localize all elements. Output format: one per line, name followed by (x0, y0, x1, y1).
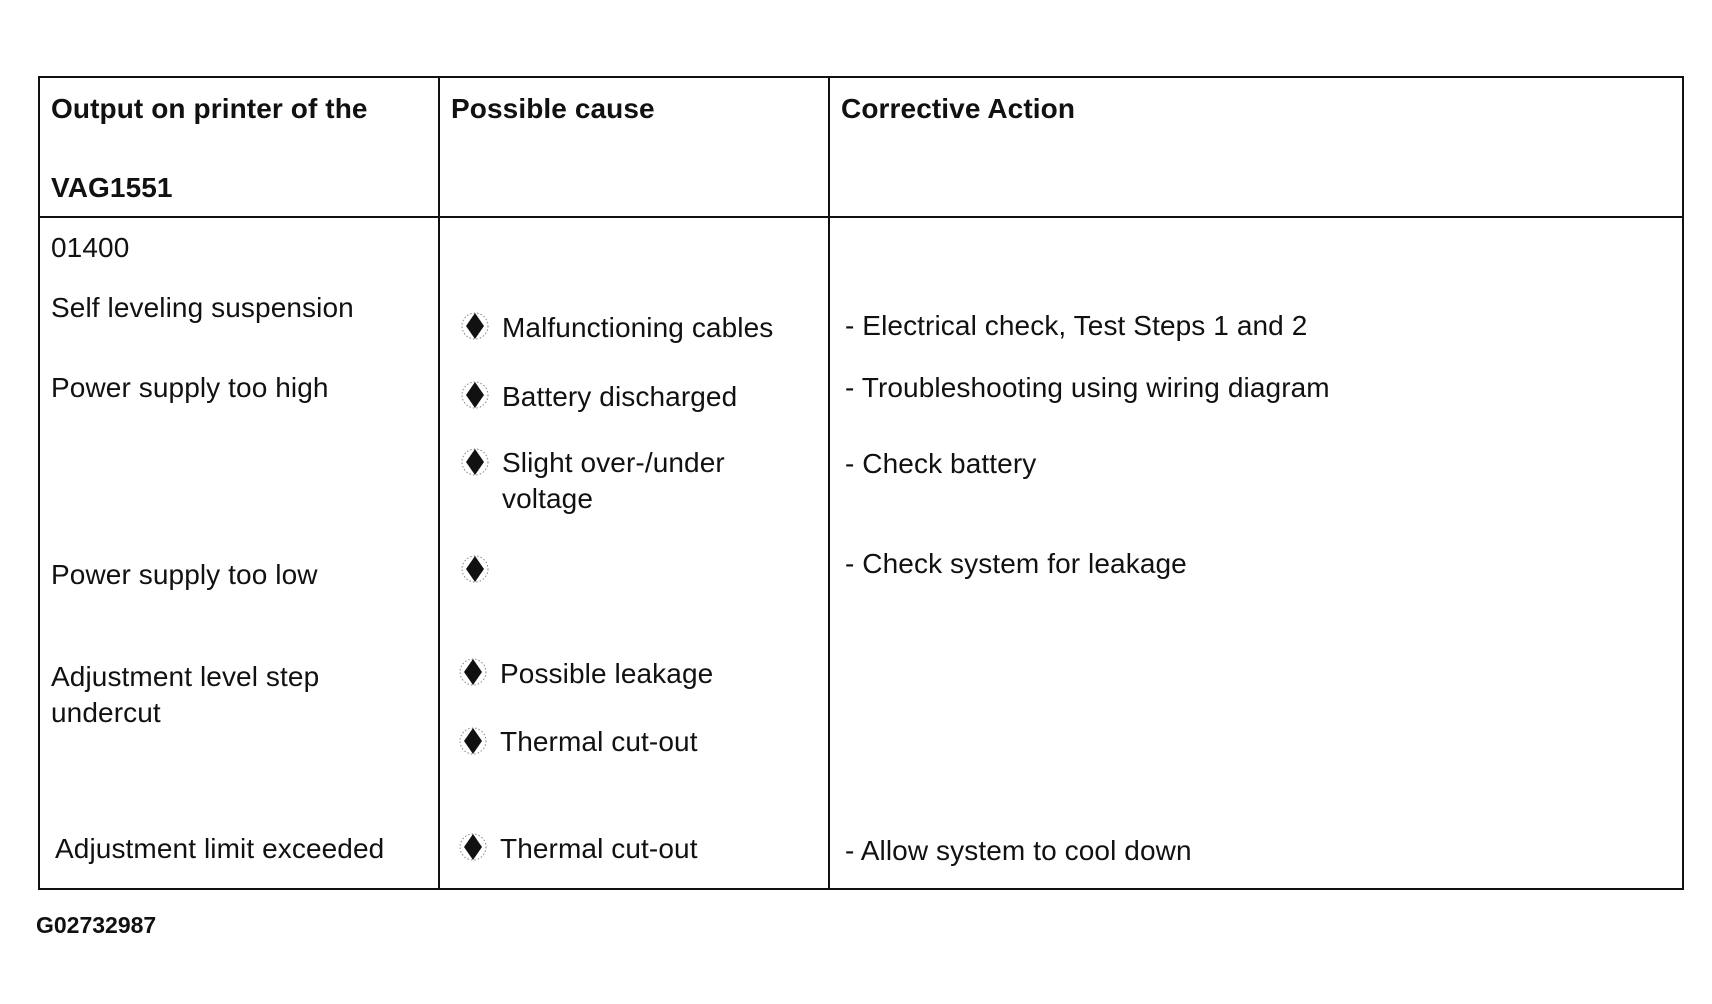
fault-code: 01400 (51, 232, 130, 263)
cause-thermal-cutout-2: Thermal cut-out (500, 833, 698, 864)
header-output-line1: Output on printer of the (51, 93, 368, 124)
cause-battery-discharged: Battery discharged (502, 381, 738, 412)
figure-id: G02732987 (36, 912, 157, 938)
output-power-too-low: Power supply too low (51, 559, 318, 590)
diamond-bullet-icon (458, 309, 492, 343)
diamond-bullet-icon (456, 830, 490, 864)
cause-possible-leakage: Possible leakage (500, 658, 714, 689)
action-check-leakage: - Check system for leakage (845, 548, 1187, 579)
cause-slight-voltage-line2: voltage (502, 483, 593, 514)
header-possible-cause: Possible cause (451, 93, 655, 124)
output-self-leveling: Self leveling suspension (51, 292, 354, 323)
output-adjustment-step-line2: undercut (51, 697, 161, 728)
cause-malfunctioning-cables: Malfunctioning cables (502, 312, 774, 343)
output-adjustment-limit: Adjustment limit exceeded (55, 833, 385, 864)
column-divider-2 (828, 78, 830, 888)
diagnostic-table (38, 76, 1684, 890)
header-divider (40, 216, 1682, 218)
output-power-too-high: Power supply too high (51, 372, 329, 403)
action-troubleshooting: - Troubleshooting using wiring diagram (845, 372, 1330, 403)
column-divider-1 (438, 78, 440, 888)
action-electrical-check: - Electrical check, Test Steps 1 and 2 (845, 310, 1308, 341)
header-output-line2: VAG1551 (51, 172, 173, 203)
cause-slight-voltage-line1: Slight over-/under (502, 447, 725, 478)
diamond-bullet-icon (456, 655, 490, 689)
header-corrective-action: Corrective Action (841, 93, 1076, 124)
action-check-battery: - Check battery (845, 448, 1037, 479)
diamond-bullet-icon (458, 445, 492, 479)
diamond-bullet-icon (456, 724, 490, 758)
diamond-bullet-icon (458, 378, 492, 412)
action-cool-down: - Allow system to cool down (845, 835, 1192, 866)
diamond-bullet-icon (458, 552, 492, 586)
cause-thermal-cutout: Thermal cut-out (500, 726, 698, 757)
output-adjustment-step-line1: Adjustment level step (51, 661, 320, 692)
